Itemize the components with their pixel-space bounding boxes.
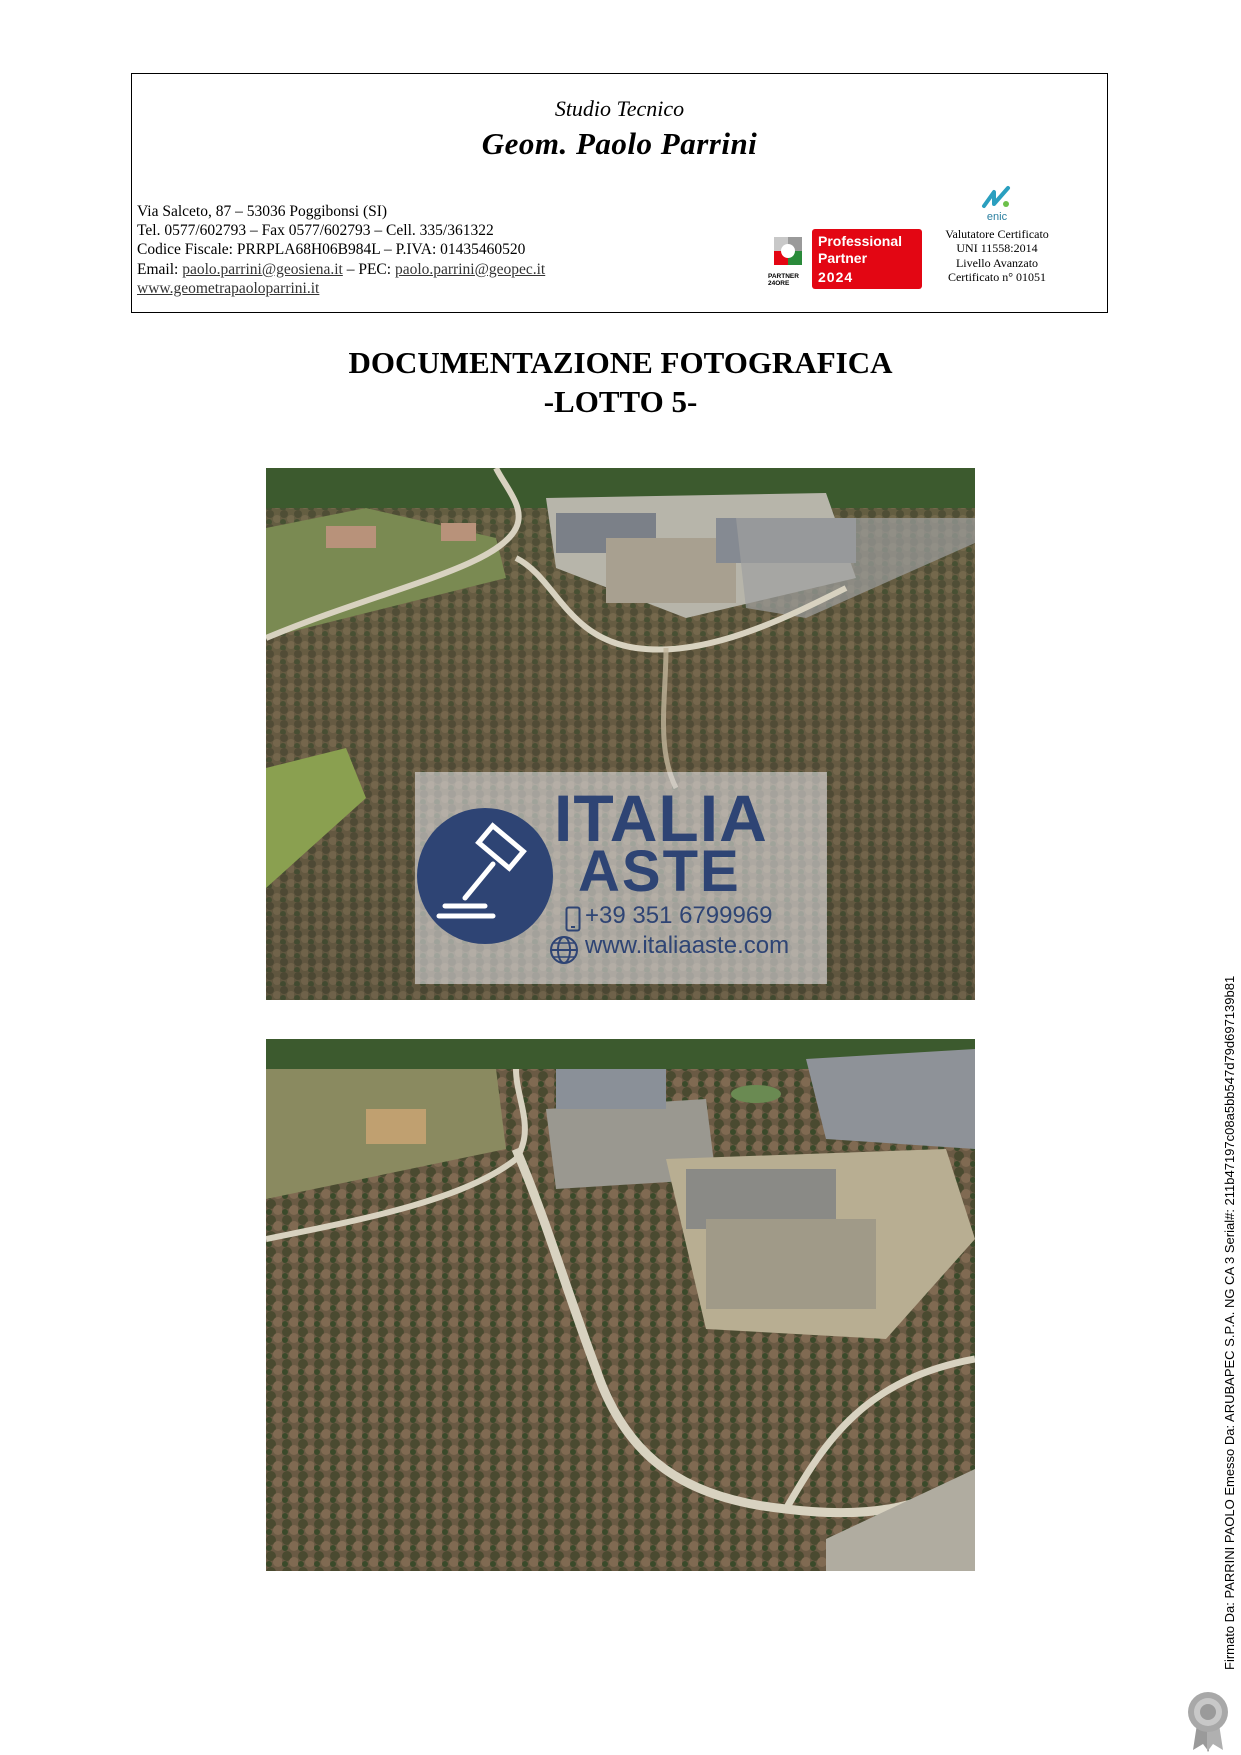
gavel-logo-icon [415,806,555,946]
enic-line4: Certificato n° 01051 [947,270,1047,284]
partner-24ore-badge [768,229,928,289]
address: Via Salceto, 87 – 53036 Poggibonsi (SI) [137,203,388,220]
fiscal-code: Codice Fiscale: PRRPLA68H06B984L – P.IVA: 01435460520 [137,241,526,259]
studio-label: Studio Tecnico [554,96,685,121]
studio-name: Geom. Paolo Parrini [481,126,758,161]
lot-title: -LOTTO 5- [543,384,698,419]
phone-icon [565,906,581,932]
enic-line1: Valutatore Certificato [945,226,1049,241]
watermark-phone: +39 351 6799969 [585,902,773,929]
enic-line2: UNI 11558:2014 [956,241,1038,255]
badge-year: 2024 [818,269,854,285]
email-label: Email: [137,260,183,278]
email-line [137,260,545,279]
letterhead [131,73,1108,313]
badge-line2: Partner [818,250,868,266]
watermark-website: www.italiaaste.com [585,932,790,959]
italia-aste-watermark [415,772,827,984]
enic-logo-icon [980,184,1014,212]
aerial-photo-2 [266,1039,975,1571]
enic-line3: Livello Avanzato [955,255,1039,270]
digital-signature-text: Firmato Da: PARRINI PAOLO Emesso Da: ARUBAPEC S.P.A. NG CA 3 Serial#: 211b47197c08a5bb547d79d697139b81 [1222,975,1237,1670]
website-link[interactable]: www.geometrapaoloparrini.it [137,279,320,297]
pec-label: – PEC: [342,260,395,278]
contact-block [137,202,545,298]
aerial-photo-2-image [266,1039,975,1571]
email-link[interactable]: paolo.parrini@geosiena.it [182,260,343,278]
badge-line1: Professional [818,233,903,249]
document-title: DOCUMENTAZIONE FOTOGRAFICA [348,345,893,380]
enic-certification [932,184,1062,285]
watermark-italia: ITALIA [554,781,768,855]
watermark-aste: ASTE [578,839,741,904]
phones: Tel. 0577/602793 – Fax 0577/602793 – Cell. 335/361322 [137,222,494,240]
pec-link[interactable]: paolo.parrini@geopec.it [394,260,546,278]
partner-tag: PARTNER 24ORE [768,273,799,287]
enic-brand: enic [986,211,1008,223]
globe-icon [549,935,579,965]
signature-seal-icon [1183,1690,1233,1752]
professional-partner-box [812,229,922,289]
